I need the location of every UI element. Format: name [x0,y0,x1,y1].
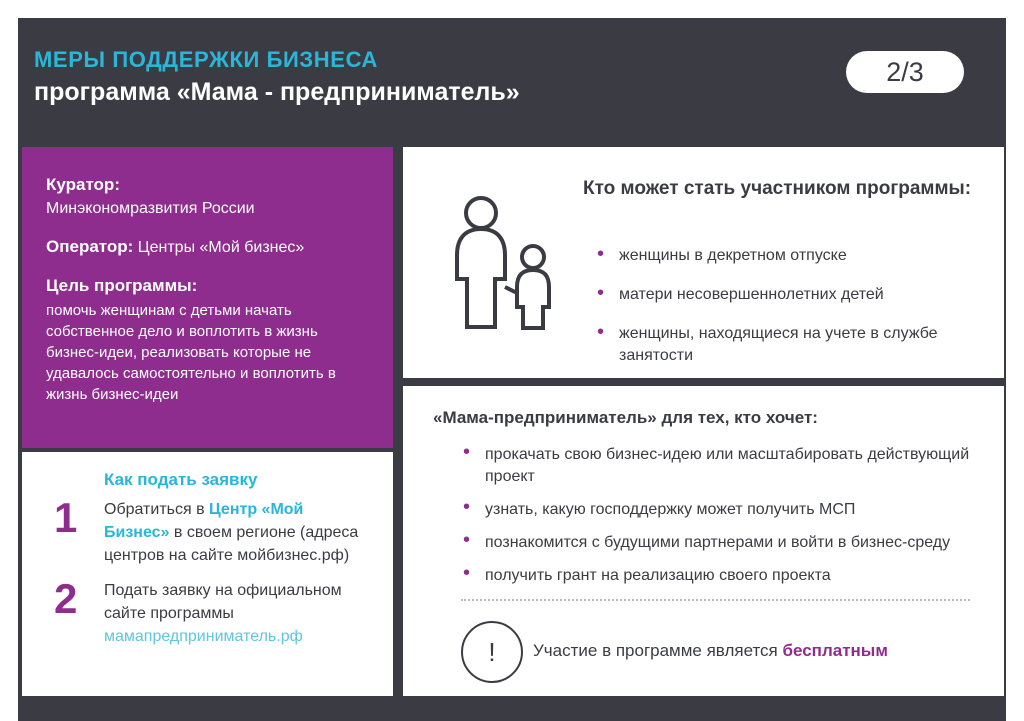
free-note-prefix: Участие в программе является [533,641,783,660]
apply-step-2-text-before: Подать заявку на официальном сайте программы [104,582,342,622]
curator-block [46,173,369,221]
list-item: • познакомится с будущими партнерами и войти в бизнес-среду [461,532,980,554]
want-card-list [433,444,980,587]
list-item: • прокачать свою бизнес-идею или масштабировать действующий проект [461,444,980,488]
apply-card [22,452,393,696]
apply-step-1-text [104,498,373,567]
free-participation-note [433,621,980,681]
goal-text: помочь женщинам с детьми начать собственное дело и воплотить в жизнь бизнес-идеи, реализовать которые не удавалось самостоятельно и воплотить в жизнь бизнес-идеи [46,302,336,403]
apply-step-1-highlight: Центр «Мой Бизнес» [104,501,304,541]
operator-block [46,235,369,260]
apply-step-2-text [104,579,373,648]
program-site-link[interactable]: мамапредприниматель.рф [104,628,303,645]
goal-block [46,274,369,405]
apply-step-1-number: 1 [54,494,78,541]
apply-card-title: Как подать заявку [104,470,258,489]
curator-value: Минэкономразвития России [46,200,255,217]
for-those-who-want-card [403,386,1004,696]
list-item: • получить грант на реализацию своего проекта [461,565,980,587]
free-participation-text [533,639,888,663]
exclamation-icon: ! [461,621,523,683]
apply-step-2 [42,575,373,648]
header-kicker: МЕРЫ ПОДДЕРЖКИ БИЗНЕСА [34,47,378,72]
list-item: • матери несовершеннолетних детей [593,284,993,306]
page-number-badge: 2/3 [846,51,964,93]
operator-value: Центры «Мой бизнес» [137,239,305,256]
who-card-list [593,245,993,384]
who-card-title: Кто может стать участником программы: [583,178,972,199]
apply-step-1-text-before: Обратиться в [104,501,210,518]
goal-label: Цель программы: [46,276,198,295]
list-item: • узнать, какую господдержку может получить МСП [461,499,980,521]
list-item: • женщины в декретном отпуске [593,245,993,267]
curator-label: Куратор: [46,175,120,194]
apply-step-1 [42,494,373,567]
list-item: • женщины, находящиеся на учете в службе занятости [593,323,993,367]
slide-header [34,46,734,108]
want-card-title: «Мама-предприниматель» для тех, кто хочет: [433,408,818,427]
apply-step-2-number: 2 [54,575,78,622]
page-title: программа «Мама - предприниматель» [34,78,520,106]
operator-label: Оператор: [46,237,134,256]
divider [461,599,970,601]
apply-step-1-text-after: в своем регионе (адреса центров на сайте мойбизнес.рф) [104,524,359,564]
curator-card [22,147,393,448]
who-can-participate-card [403,147,1004,378]
mother-and-child-icon [443,195,563,340]
free-note-highlight: бесплатным [782,641,888,660]
